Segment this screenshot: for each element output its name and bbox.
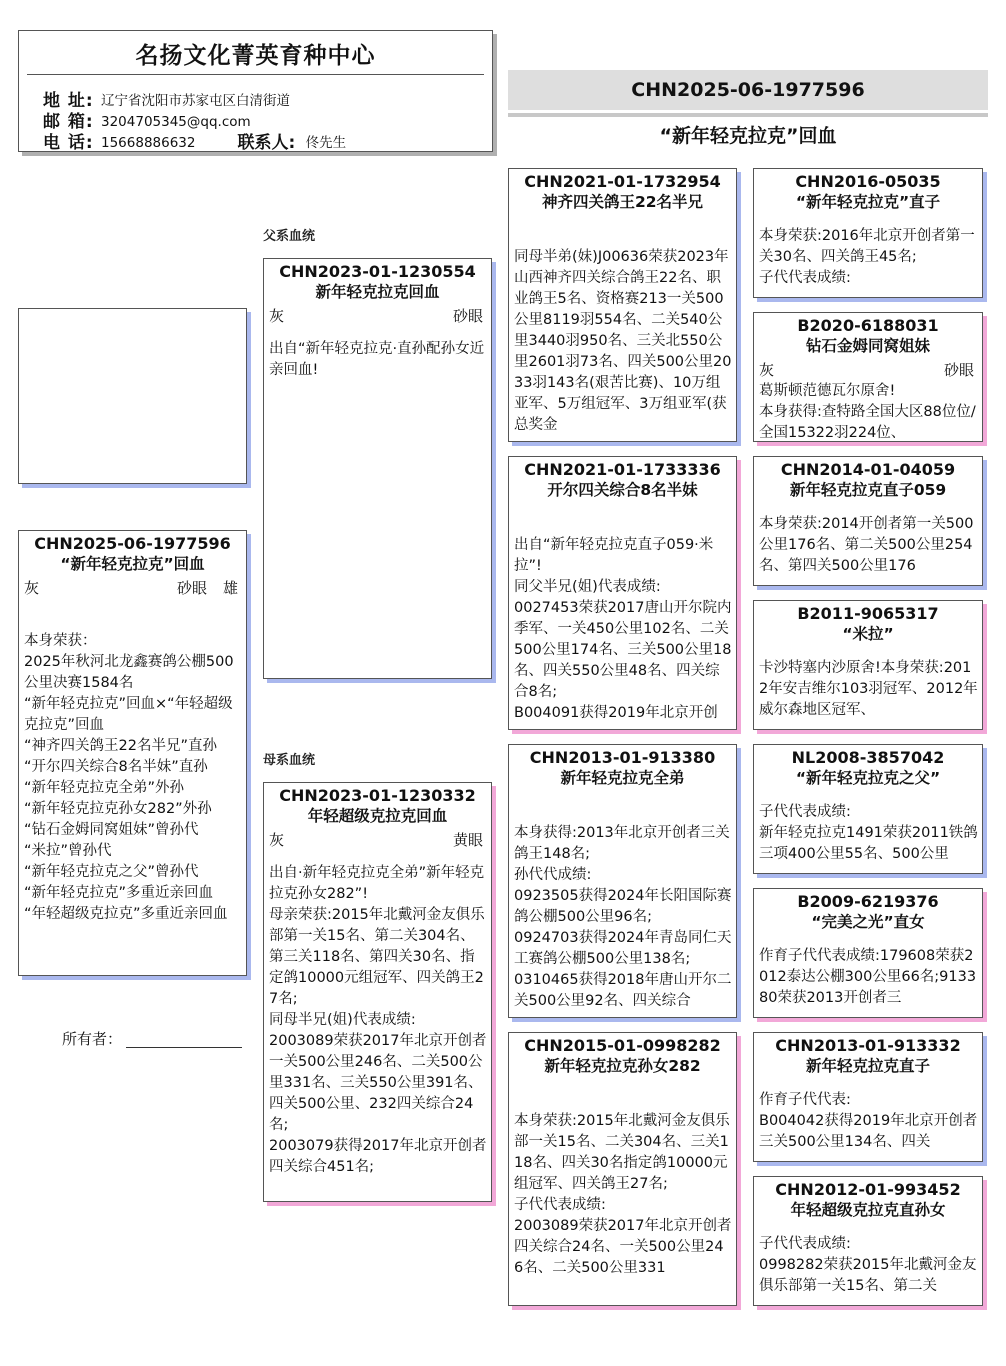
- subject-color: 灰: [24, 579, 40, 597]
- dam-line-label: 母系血统: [263, 753, 316, 768]
- ssd-color: 灰: [759, 361, 775, 379]
- sss-ring: CHN2016-05035: [795, 172, 941, 191]
- ssd-notes: 葛斯顿范德瓦尔原舍! 本身获得:查特路全国大区88位位/全国15322羽224位、: [759, 383, 976, 441]
- subject-ring: CHN2025-06-1977596: [34, 534, 231, 553]
- dam-sire-ring: CHN2013-01-913380: [529, 748, 716, 767]
- dds-name: 新年轻克拉克直子: [805, 1057, 930, 1075]
- sss-notes: 本身荣获:2016年北京开创者第一关30名、四关鸽王45名; 子代代表成绩:: [759, 228, 975, 286]
- title-band: [508, 70, 988, 113]
- dsd-name: “完美之光”直女: [811, 913, 925, 931]
- sdd-card: [753, 600, 983, 730]
- sire-attrs: [264, 305, 491, 327]
- contact-value: 佟先生: [305, 135, 347, 151]
- sire-sire-name: 神齐四关鸽王22名半兄: [541, 193, 704, 211]
- ddd-card: [753, 1176, 983, 1306]
- dam-eye: 黄眼: [452, 831, 483, 849]
- dss-ring: NL2008-3857042: [791, 748, 945, 767]
- dam-dam-name: 新年轻克拉克孙女282: [544, 1057, 701, 1075]
- sire-dam-ring: CHN2021-01-1733336: [524, 460, 721, 479]
- dam-ring: CHN2023-01-1230332: [279, 786, 476, 805]
- sdd-notes: 卡沙特塞内沙原舍!本身荣获:2012年安吉维尔103羽冠军、2012年威尔森地区冠军、: [759, 660, 978, 718]
- dsd-ring: B2009-6219376: [797, 892, 939, 911]
- ddd-name: 年轻超级克拉克直孙女: [790, 1201, 946, 1219]
- dam-name: 年轻超级克拉克回血: [307, 807, 448, 825]
- ssd-card: [753, 312, 983, 442]
- owner-blank: [126, 1031, 242, 1048]
- owner-line: [62, 1028, 242, 1049]
- ssd-name: 钻石金姆同窝姐妹: [805, 337, 930, 355]
- dam-card: [263, 782, 492, 1202]
- address-label: 地 址:: [43, 91, 94, 111]
- dam-notes: 出自·新年轻克拉克全弟”新年轻克拉克孙女282”! 母亲荣获:2015年北戴河金友俱乐部第一关15名、第二关304名、第三关118名、第四关30名、指定鸽10000元组冠军、四关鸽王27名; 同母半兄(姐)代表成绩: 2003089荣获2017年北京开创者一关500公里246名、二关500公里331名、三关550公里391名、四关500公里、232四关综合24名; 2003079获得2017年北京开创者四关综合451名;: [269, 865, 487, 1175]
- sire-line-label: 父系血统: [263, 229, 316, 244]
- sire-sire-notes: 同母半弟(妹)J00636荣获2023年山西神齐四关综合鸽王22名、职业鸽王5名、资格赛213一关500公里8119羽554名、二关540公里3440羽950名、三关北550公里2601羽73名、四关500公里2033羽143名(艰苦比赛)、10万组亚军、5万组冠军、3万组亚军(获总奖金: [514, 249, 732, 433]
- ddd-ring: CHN2012-01-993452: [775, 1180, 961, 1199]
- title-ring: CHN2025-06-1977596: [631, 79, 865, 101]
- sds-name: 新年轻克拉克直子059: [789, 481, 947, 499]
- ssd-eye: 砂眼: [943, 361, 974, 379]
- photo-placeholder: [18, 308, 247, 484]
- dds-notes: 作育子代代表: B004042获得2019年北京开创者三关500公里134名、四关: [759, 1092, 978, 1150]
- sds-notes: 本身荣获:2014开创者第一关500公里176名、第二关500公里254名、第四关500公里176: [759, 516, 974, 574]
- phone-label: 电 话:: [43, 133, 94, 152]
- dam-attrs: [264, 829, 491, 851]
- subject-sex: 雄: [222, 579, 238, 597]
- dsd-notes: 作育子代代表成绩:179608荣获2012泰达公棚300公里66名;913380荣获2013开创者三: [759, 948, 977, 1006]
- dds-ring: CHN2013-01-913332: [775, 1036, 961, 1055]
- contact-label: 联系人:: [237, 133, 296, 152]
- dss-notes: 子代代表成绩: 新年轻克拉克1491荣获2011铁鸽三项400公里55名、500公里: [759, 804, 978, 862]
- subject-name: “新年轻克拉克”回血: [60, 555, 205, 573]
- email-label: 邮 箱:: [43, 112, 94, 132]
- sire-sire-ring: CHN2021-01-1732954: [524, 172, 721, 191]
- subject-notes: 本身荣获： 2025年秋河北龙鑫赛鸽公棚500公里决赛1584名 “新年轻克拉克”回血×“年轻超级克拉克”回血 “神齐四关鸽王22名半兄”直孙 “开尔四关综合8名半妹”直孙 “新年轻克拉克全弟”外孙 “新年轻克拉克孙女282”外孙 “钻石金姆同窝姐妹”曾孙代 “米拉”曾孙代 “新年轻克拉克之父”曾孙代 “新年轻克拉克”多重近亲回血 “年轻超级克拉克”多重近亲回血: [24, 633, 234, 922]
- sire-dam-name: 开尔四关综合8名半妹: [547, 481, 698, 499]
- sire-notes: 出自“新年轻克拉克·直孙配孙女近亲回血!: [269, 341, 485, 378]
- sdd-ring: B2011-9065317: [797, 604, 939, 623]
- phone-value: 15668886632: [101, 135, 196, 151]
- sss-name: “新年轻克拉克”直子: [795, 193, 941, 211]
- sds-card: [753, 456, 983, 586]
- title-name: “新年轻克拉克”回血: [659, 125, 837, 147]
- ddd-notes: 子代代表成绩: 0998282荣获2015年北戴河金友俱乐部第一关15名、第二关: [759, 1236, 977, 1294]
- dsd-card: [753, 888, 983, 1018]
- dam-dam-ring: CHN2015-01-0998282: [524, 1036, 721, 1055]
- sire-ring: CHN2023-01-1230554: [279, 262, 476, 281]
- sire-dam-notes: 出自“新年轻克拉克直子059·米拉”! 同父半兄(姐)代表成绩: 0027453荣获2017唐山开尔院内季军、一关450公里102名、二关500公里174名、三关500公里18名、四关550公里48名、四关综合8名; B004091获得2019年北京开创: [514, 537, 732, 721]
- dss-card: [753, 744, 983, 874]
- address-value: 辽宁省沈阳市苏家屯区白清街道: [101, 93, 290, 109]
- subject-attrs: [19, 577, 246, 599]
- dds-card: [753, 1032, 983, 1162]
- owner-label: 所有者：: [62, 1030, 123, 1048]
- dam-sire-card: [508, 744, 737, 1018]
- sire-name: 新年轻克拉克回血: [315, 283, 440, 301]
- dss-name: “新年轻克拉克之父”: [795, 769, 941, 787]
- sss-card: [753, 168, 983, 298]
- dam-dam-notes: 本身荣获:2015年北戴河金友俱乐部一关15名、二关304名、三关118名、四关30名指定鸽10000元组冠军、四关鸽王27名; 子代代表成绩: 2003089荣获2017年北京开创者四关综合24名、一关500公里246名、二关500公里331: [514, 1113, 732, 1276]
- org-name: 名扬文化菁英育种中心: [135, 43, 376, 69]
- dam-sire-notes: 本身获得:2013年北京开创者三关鸽王148名; 孙代代成绩: 0923505获得2024年长阳国际赛鸽公棚500公里96名; 0924703获得2024年青岛同仁天工赛鸽公棚500公里138名; 0310465获得2018年唐山开尔二关500公里92名、四关综合: [514, 825, 732, 1009]
- sire-eye: 砂眼: [452, 307, 483, 325]
- ssd-attrs: [754, 359, 982, 381]
- email-value: 3204705345@qq.com: [101, 114, 251, 130]
- phone-row: [43, 128, 346, 152]
- sdd-name: “米拉”: [842, 625, 894, 643]
- subject-card: [18, 530, 247, 976]
- ssd-ring: B2020-6188031: [797, 316, 939, 335]
- dam-color: 灰: [269, 831, 285, 849]
- sire-color: 灰: [269, 307, 285, 325]
- sire-dam-card: [508, 456, 737, 730]
- sds-ring: CHN2014-01-04059: [780, 460, 956, 479]
- sire-sire-card: [508, 168, 737, 442]
- sire-card: [263, 258, 492, 679]
- header-divider: [27, 74, 484, 75]
- dam-dam-card: [508, 1032, 737, 1306]
- subject-eye: 砂眼: [176, 579, 207, 597]
- dam-sire-name: 新年轻克拉克全弟: [560, 769, 685, 787]
- breeder-header-card: [18, 30, 493, 152]
